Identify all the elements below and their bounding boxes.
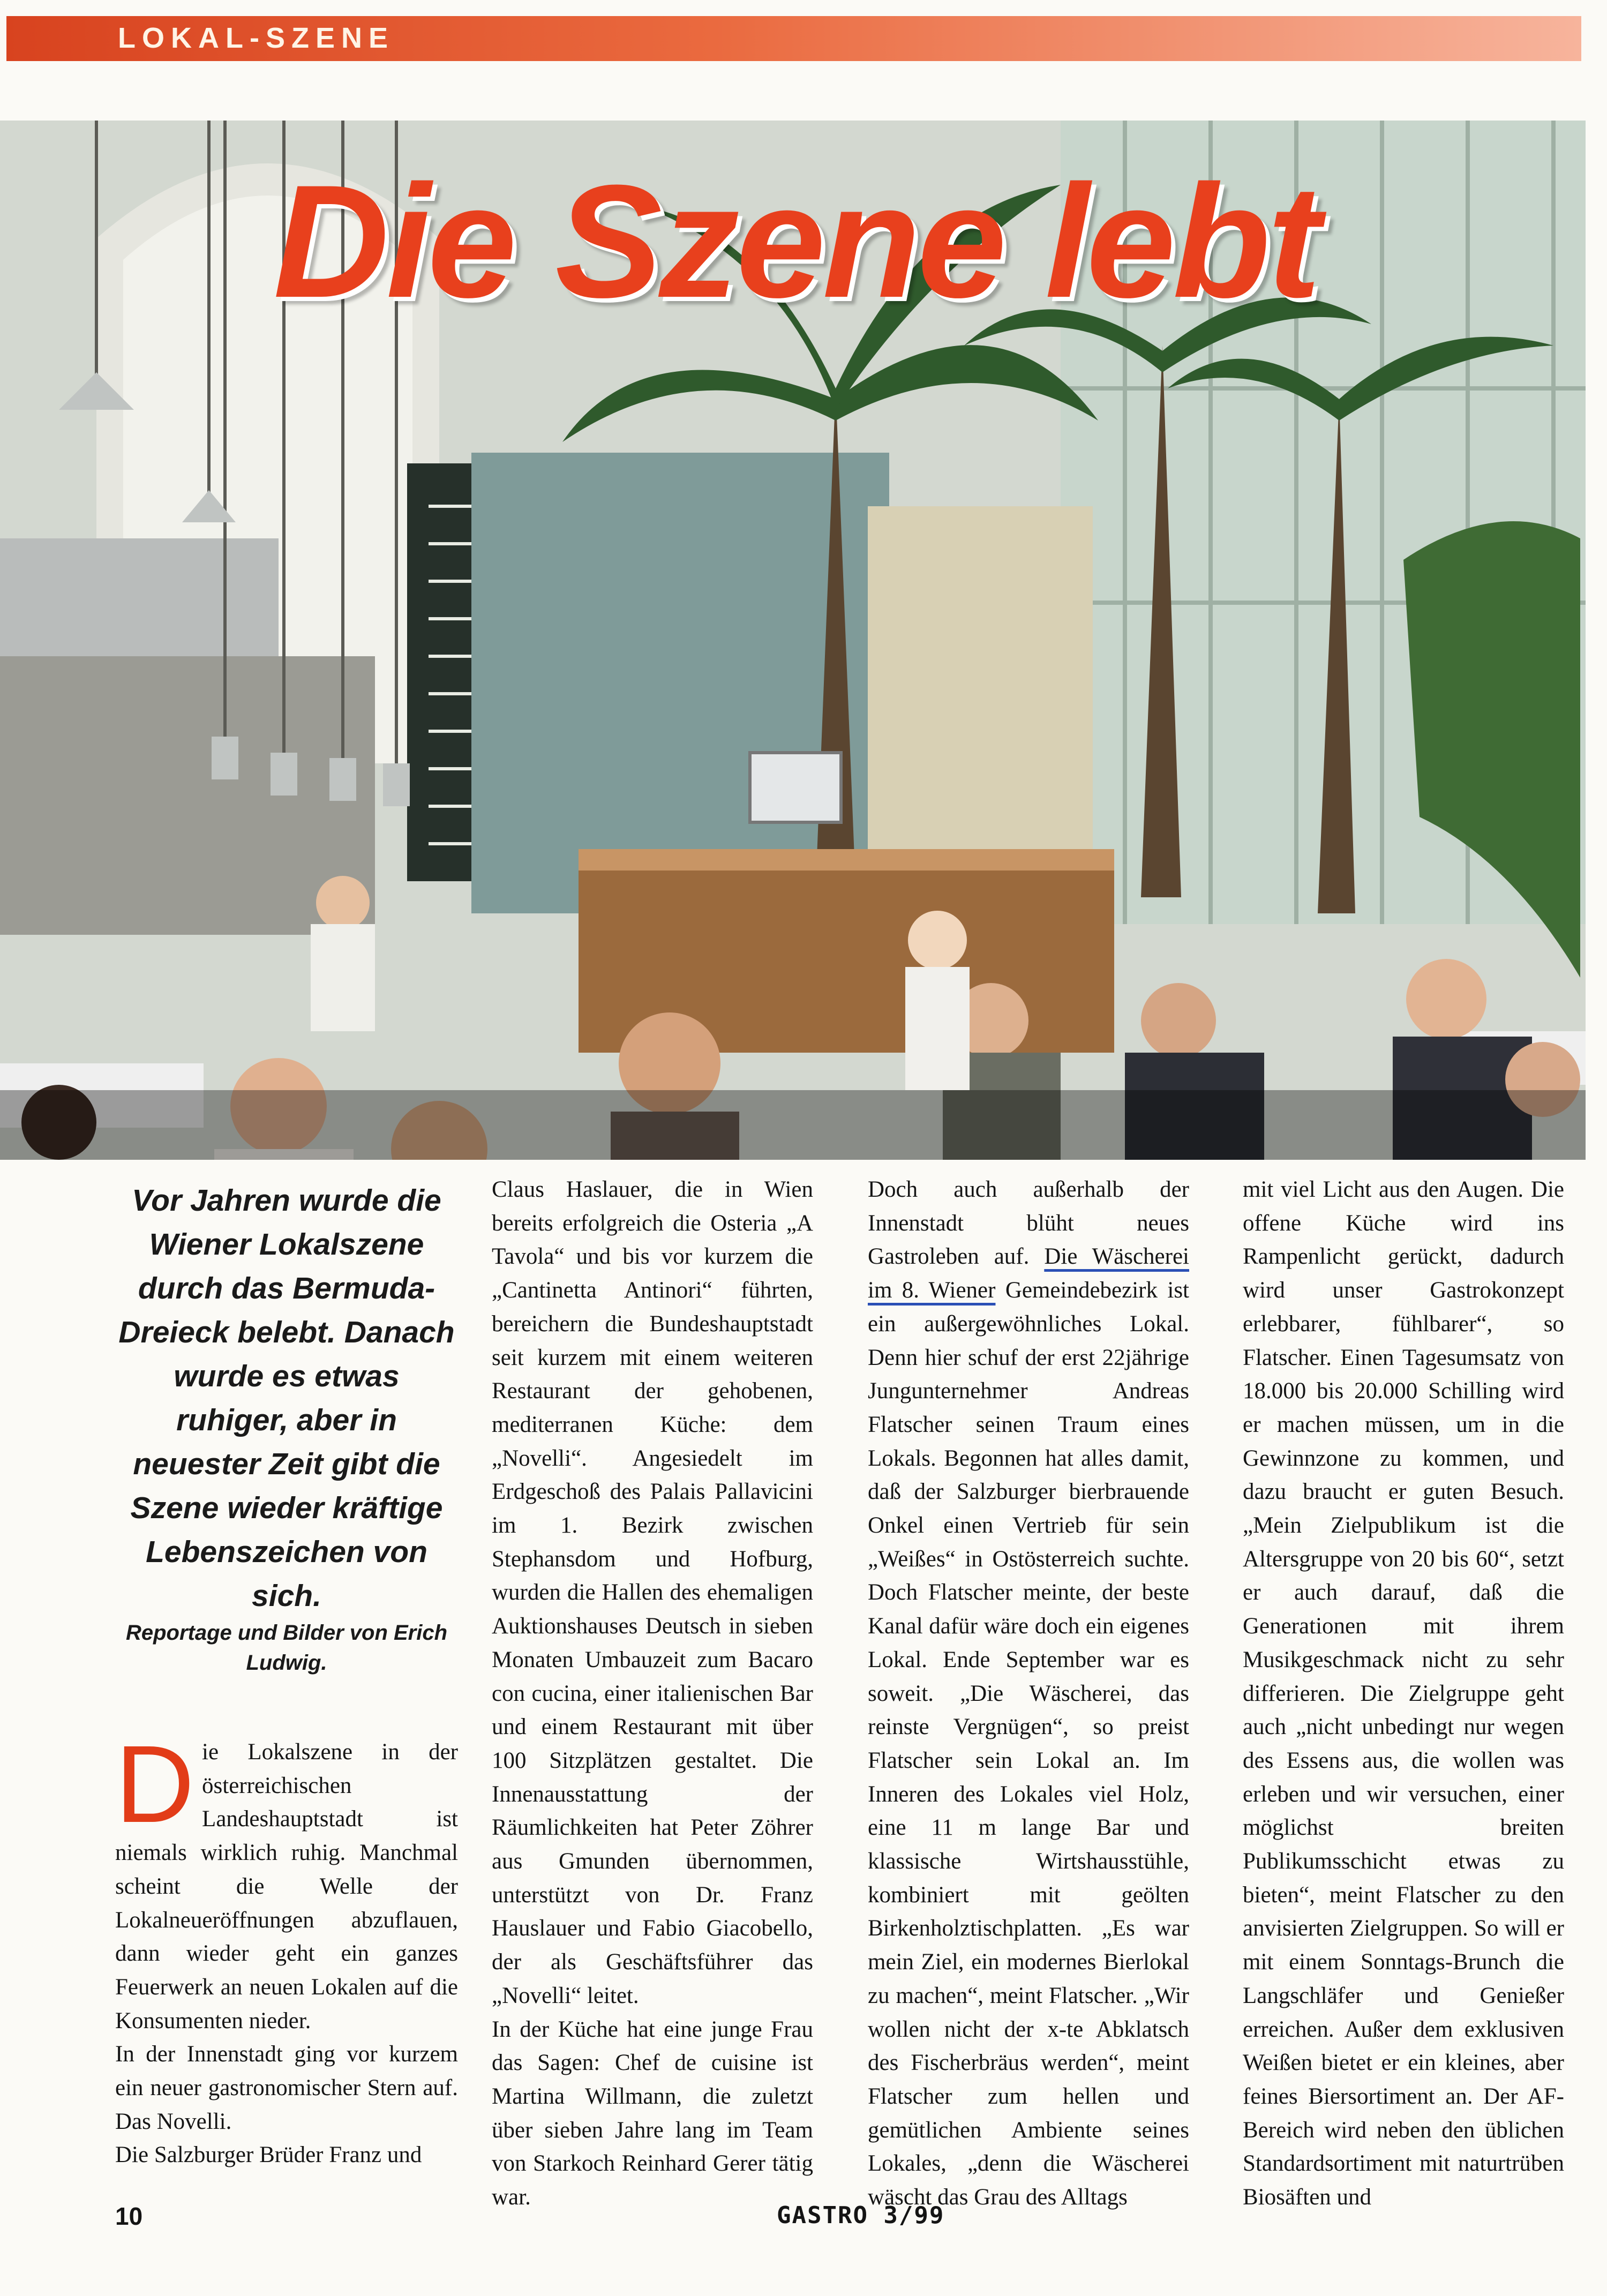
byline: Reportage und Bilder von Erich Ludwig. (125, 1621, 448, 1675)
lead-paragraph: Vor Jahren wurde die Wiener Lokalszene durch das Bermuda-Dreieck belebt. Danach wurde es etwas ruhiger, aber in neuester Zeit gibt die Szene wieder kräftige Lebenszeichen von sich. (118, 1183, 455, 1613)
paragraph: ie Lokalszene in der österreichischen Landeshauptstadt ist niemals wirklich ruhig. Manchmal scheint die Welle der Lokalneueröffnungen abzuflauen, dann wieder geht ein ganzes Feuerwerk an neuen Lokalen auf die Konsumenten nieder. (115, 1739, 458, 2034)
paragraph: mit viel Licht aus den Augen. Die offene Küche wird ins Rampenlicht gerückt, dadurch wird unser Gastrokonzept erlebbarer, fühlbarer“, so Flatscher. Einen Tagesumsatz von 18.000 bis 20.000 Schilling wird er machen müssen, um in die Gewinnzone zu kommen, und dazu braucht er guten Besuch. „Mein Zielpublikum ist die Altersgruppe von 20 bis 60“, setzt er auch darauf, daß die Generationen mit ihrem Musikgeschmack nicht zu sehr differieren. Die Zielgruppe geht auch „nicht unbedingt nur wegen des Essens aus, die wollen was erleben und wir versuchen, einer möglichst breiten Publikumsschicht etwas zu bieten“, meint Flatscher zu den anvisierten Zielgruppen. So will er mit einem Sonntags-Brunch die Langschläfer und Genießer erreichen. Außer dem exklusiven Weißen bietet er ein kleines, aber feines Biersortiment an. Der AF-Bereich wird neben den üblichen Standardsortiment mit naturtrüben Biosäften und (1243, 1177, 1564, 2210)
kitchen-hood (0, 538, 279, 656)
section-label: LOKAL-SZENE (118, 22, 394, 54)
text-column-4 (1243, 1173, 1564, 2215)
paragraph: In der Innenstadt ging vor kurzem ein neuer gastronomischer Stern auf. Das Novelli. (115, 2042, 458, 2134)
caption-shade (0, 1090, 1586, 1160)
text-column-2 (492, 1173, 813, 2215)
page-number: 10 (115, 2202, 143, 2230)
paragraph-text: Gemeindebezirk ist ein außergewöhnliches Lokal. Denn hier schuf der erst 22jährige Jungunternehmer Andreas Flatscher seinen Traum eines Lokals. Begonnen hat alles damit, daß der Salzburger bierbrauende Onkel einen Vertrieb für sein „Weißes“ in Ostösterreich suchte. Doch Flatscher meinte, der beste Kanal dafür wäre doch ein eigenes Lokal. Ende September war es soweit. „Die Wäscherei, das reinste Vergnügen“, so preist Flatscher sein Lokal an. Im Inneren des Lokales viel Holz, eine 11 m lange Bar und klassische Wirtshausstühle, kombiniert mit geölten Birkenholztischplatten. „Es war mein Ziel, ein modernes Bierlokal zu machen“, meint Flatscher. „Wir wollen nicht der x-te Abklatsch des Fischerbräus werden“, meint Flatscher zum hellen und gemütlichen Ambiente seines Lokales, „denn die Wäscherei wäscht das Grau des Alltags (868, 1278, 1189, 2210)
back-wall (868, 506, 1093, 881)
text-column-1 (115, 1723, 458, 2172)
paragraph: Die Salzburger Brüder Franz und (115, 2142, 422, 2168)
underlined-text: Die Wäscherei im 8. Wiener (868, 1244, 1189, 1303)
paragraph: In der Küche hat eine junge Frau das Sagen: Chef de cuisine ist Martina Willmann, die zuletzt über sieben Jahre lang im Team von Starkoch Reinhard Gerer tätig war. (492, 2016, 813, 2210)
magazine-issue: GASTRO 3/99 (777, 2202, 945, 2229)
paragraph: Claus Haslauer, die in Wien bereits erfolgreich die Osteria „A Tavola“ und bis vor kurzem die „Cantinetta Antinori“ führten, bereichern die Bundeshauptstadt seit kurzem mit einem weiteren Restaurant der gehobenen, mediterranen Küche: dem „Novelli“. Angesiedelt im Erdgeschoß des Palais Pallavicini im 1. Bezirk zwischen Stephansdom und Hofburg, wurden die Hallen des ehemaligen Auktionshauses Deutsch in sieben Monaten Umbauzeit zum Bacaro con cucina, einer italienischen Bar und einem Restaurant mit über 100 Sitzplätzen gestaltet. Die Innenausstattung der Räumlichkeiten hat Peter Zöhrer aus Gmunden übernommen, unterstützt von Dr. Franz Hauslauer und Fabio Giacobello, der als Geschäftsführer das „Novelli“ leitet. (492, 1177, 813, 2008)
text-column-3 (868, 1173, 1189, 2215)
drop-cap: D (115, 1723, 195, 1845)
paragraph-text: Doch auch außerhalb der Innenstadt blüht neues Gastroleben auf. (868, 1177, 1189, 1270)
headline: Die Szene lebt (273, 151, 1318, 331)
